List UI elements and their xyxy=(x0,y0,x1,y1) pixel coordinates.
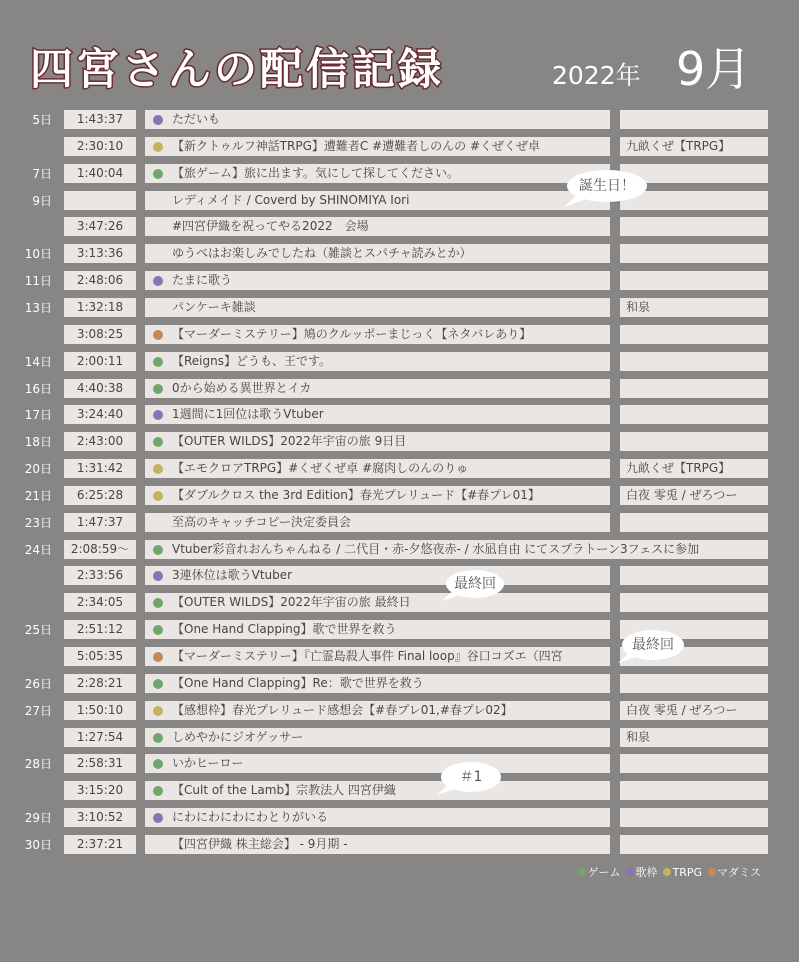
legend-label: ゲーム xyxy=(587,866,621,879)
stream-title: 3連休位は歌うVtuber xyxy=(172,568,293,583)
collab-cell xyxy=(620,513,768,532)
duration-cell: 1:47:37 xyxy=(64,513,136,532)
legend-item xyxy=(578,864,620,880)
category-dot-icon xyxy=(153,115,163,125)
stream-title: #四宮伊織を祝ってやる2022 会場 xyxy=(172,219,369,234)
bubble-final-1 xyxy=(446,570,504,598)
category-dot-icon xyxy=(153,598,163,608)
day-label: 29日 xyxy=(24,811,52,826)
duration-cell: 3:24:40 xyxy=(64,405,136,424)
bubble-birthday-text: 誕生日！ xyxy=(579,178,635,194)
title-cell xyxy=(145,513,610,532)
table-row xyxy=(0,593,799,612)
collab-cell xyxy=(620,781,768,800)
collab-cell xyxy=(620,593,768,612)
title-cell xyxy=(145,593,610,612)
collab-cell xyxy=(620,674,768,693)
bubble-first xyxy=(441,762,501,792)
duration-cell: 2:08:59〜 xyxy=(64,540,136,559)
duration-cell: 1:31:42 xyxy=(64,459,136,478)
stream-title: 【エモクロアTRPG】#くぜくぜ卓 #腐肉しのんのりゅ xyxy=(172,461,469,476)
table-row xyxy=(0,754,799,773)
duration-cell: 3:15:20 xyxy=(64,781,136,800)
day-label: 21日 xyxy=(24,488,52,503)
collab-cell: 和泉 xyxy=(620,298,768,317)
table-row xyxy=(0,432,799,451)
collab-cell xyxy=(620,325,768,344)
duration-cell: 2:58:31 xyxy=(64,754,136,773)
title-cell xyxy=(145,620,610,639)
title-cell xyxy=(145,674,610,693)
stream-title: 【感想枠】春光プレリュード感想会【#春プレ01,#春プレ02】 xyxy=(172,702,513,717)
category-dot-icon xyxy=(153,169,163,179)
table-row xyxy=(0,701,799,720)
stream-title: 【Reigns】どうも、王です。 xyxy=(172,353,332,368)
stream-title: Vtuber彩音れおんちゃんねる / 二代目・赤-夕悠夜赤- / 水凪自由 にてスプラトーン3フェスに参加 xyxy=(172,541,700,556)
table-row xyxy=(0,808,799,827)
table-row xyxy=(0,217,799,236)
table-row xyxy=(0,835,799,854)
category-dot-icon xyxy=(153,276,163,286)
collab-cell xyxy=(620,754,768,773)
bubble-final-1-text: 最終回 xyxy=(454,576,496,592)
table-row xyxy=(0,540,799,559)
category-dot-icon xyxy=(153,384,163,394)
table-row xyxy=(0,513,799,532)
day-label: 30日 xyxy=(24,837,52,852)
bubble-birthday xyxy=(567,170,647,202)
stream-title: 【One Hand Clapping】歌で世界を救う xyxy=(172,622,397,637)
stream-title: 【One Hand Clapping】Re：歌で世界を救う xyxy=(172,675,424,690)
duration-cell: 3:08:25 xyxy=(64,325,136,344)
category-dot-icon xyxy=(153,142,163,152)
collab-cell xyxy=(620,217,768,236)
table-row xyxy=(0,674,799,693)
table-row xyxy=(0,244,799,263)
collab-cell: 白夜 零兎 / ぜろつー xyxy=(620,701,768,720)
duration-cell xyxy=(64,191,136,210)
duration-cell: 2:37:21 xyxy=(64,835,136,854)
stream-title: たまに歌う xyxy=(172,273,233,288)
day-label: 16日 xyxy=(24,381,52,396)
bubble-first-text: ＃1 xyxy=(459,769,483,785)
category-dot-icon xyxy=(153,706,163,716)
stream-title: 【旅ゲーム】旅に出ます。気にして探してください。 xyxy=(172,165,460,180)
duration-cell: 6:25:28 xyxy=(64,486,136,505)
category-dot-icon xyxy=(153,733,163,743)
category-dot-icon xyxy=(153,625,163,635)
stream-title: ゆうべはお楽しみでしたね（雑談とスパチャ読みとか） xyxy=(172,246,472,261)
category-dot-icon xyxy=(153,813,163,823)
table-row xyxy=(0,137,799,156)
duration-cell: 1:43:37 xyxy=(64,110,136,129)
bubble-final-2 xyxy=(622,630,684,660)
day-label: 13日 xyxy=(24,300,52,315)
duration-cell: 2:33:56 xyxy=(64,566,136,585)
title-cell xyxy=(145,298,610,317)
stream-title: レディメイド / Coverd by SHINOMIYA Iori xyxy=(172,192,410,207)
stream-title: 至高のキャッチコピー決定委員会 xyxy=(172,514,352,529)
collab-cell: 九畝くぜ【TRPG】 xyxy=(620,459,768,478)
collab-cell xyxy=(620,835,768,854)
collab-cell: 九畝くぜ【TRPG】 xyxy=(620,137,768,156)
duration-cell: 2:43:00 xyxy=(64,432,136,451)
day-label: 27日 xyxy=(24,703,52,718)
page-title: 四宮さんの配信記録 xyxy=(30,45,444,95)
category-dot-icon xyxy=(153,491,163,501)
title-cell xyxy=(145,701,610,720)
day-label: 25日 xyxy=(24,623,52,638)
legend-dot-icon xyxy=(663,868,671,876)
title-cell xyxy=(145,808,610,827)
table-row xyxy=(0,325,799,344)
legend-dot-icon xyxy=(708,868,716,876)
collab-cell xyxy=(620,432,768,451)
day-label: 26日 xyxy=(24,676,52,691)
legend-label: マダミス xyxy=(717,866,761,879)
title-cell xyxy=(145,217,610,236)
legend-dot-icon xyxy=(578,868,586,876)
collab-cell xyxy=(620,271,768,290)
stream-title: いかヒーロー xyxy=(172,756,244,771)
category-dot-icon xyxy=(153,330,163,340)
category-dot-icon xyxy=(153,464,163,474)
year-label: 2022年 xyxy=(552,61,641,90)
duration-cell: 2:30:10 xyxy=(64,137,136,156)
day-label: 17日 xyxy=(24,408,52,423)
collab-cell xyxy=(620,566,768,585)
table-row xyxy=(0,781,799,800)
collab-cell xyxy=(620,110,768,129)
stream-title: 【OUTER WILDS】2022年宇宙の旅 最終日 xyxy=(172,595,411,610)
day-label: 11日 xyxy=(24,274,52,289)
duration-cell: 3:47:26 xyxy=(64,217,136,236)
day-label: 14日 xyxy=(24,354,52,369)
stream-title: しめやかにジオゲッサー xyxy=(172,729,304,744)
title-cell xyxy=(145,781,610,800)
legend xyxy=(572,864,761,880)
title-cell xyxy=(145,405,610,424)
title-cell xyxy=(145,540,768,559)
day-label: 20日 xyxy=(24,462,52,477)
title-cell xyxy=(145,137,610,156)
title-cell xyxy=(145,191,610,210)
table-row xyxy=(0,164,799,183)
stream-title: 【マーダーミステリー】『亡霊島殺人事件 Final loop』谷口コズエ（四宮 xyxy=(172,649,563,663)
stream-title: 【マーダーミステリー】鳩のクルッポーまじっく【ネタバレあり】 xyxy=(172,326,532,341)
day-label: 9日 xyxy=(32,193,52,208)
day-label: 18日 xyxy=(24,435,52,450)
day-label: 10日 xyxy=(24,247,52,262)
legend-label: 歌枠 xyxy=(635,866,658,879)
collab-cell xyxy=(620,352,768,371)
duration-cell: 1:27:54 xyxy=(64,728,136,747)
month-label: 9月 xyxy=(676,42,752,96)
title-cell xyxy=(145,325,610,344)
duration-cell: 4:40:38 xyxy=(64,379,136,398)
title-cell xyxy=(145,835,610,854)
day-label: 24日 xyxy=(24,542,52,557)
title-cell xyxy=(145,352,610,371)
duration-cell: 2:00:11 xyxy=(64,352,136,371)
duration-cell: 1:32:18 xyxy=(64,298,136,317)
stream-title: 【四宮伊織 株主総会】 - 9月期 - xyxy=(172,836,348,851)
category-dot-icon xyxy=(153,652,163,662)
collab-cell xyxy=(620,244,768,263)
stream-title: ただいも xyxy=(172,112,221,126)
duration-cell: 3:13:36 xyxy=(64,244,136,263)
duration-cell: 5:05:35 xyxy=(64,647,136,666)
day-label: 5日 xyxy=(32,113,52,127)
category-dot-icon xyxy=(153,571,163,581)
category-dot-icon xyxy=(153,545,163,555)
table-row xyxy=(0,405,799,424)
collab-cell xyxy=(620,808,768,827)
collab-cell xyxy=(620,379,768,398)
duration-cell: 2:48:06 xyxy=(64,271,136,290)
title-cell xyxy=(145,110,610,129)
title-cell xyxy=(145,728,610,747)
duration-cell: 3:10:52 xyxy=(64,808,136,827)
duration-cell: 2:51:12 xyxy=(64,620,136,639)
day-label: 28日 xyxy=(24,757,52,772)
stream-title: 【ダブルクロス the 3rd Edition】春光プレリュード【#春プレ01】 xyxy=(172,487,540,502)
stream-title: 0から始める異世界とイカ xyxy=(172,380,312,395)
duration-cell: 2:34:05 xyxy=(64,593,136,612)
title-cell xyxy=(145,754,610,773)
duration-cell: 1:50:10 xyxy=(64,701,136,720)
table-row xyxy=(0,271,799,290)
title-cell xyxy=(145,244,610,263)
category-dot-icon xyxy=(153,786,163,796)
legend-dot-icon xyxy=(626,868,634,876)
day-label: 7日 xyxy=(32,166,52,181)
day-label: 23日 xyxy=(24,515,52,530)
title-cell xyxy=(145,432,610,451)
category-dot-icon xyxy=(153,357,163,367)
table-row xyxy=(0,459,799,478)
stream-title: にわにわにわにわとりがいる xyxy=(172,810,329,825)
legend-label: TRPG xyxy=(672,866,702,879)
stream-title: パンケーキ雑談 xyxy=(172,299,256,314)
title-cell xyxy=(145,459,610,478)
category-dot-icon xyxy=(153,410,163,420)
table-row xyxy=(0,486,799,505)
duration-cell: 2:28:21 xyxy=(64,674,136,693)
collab-cell: 和泉 xyxy=(620,728,768,747)
stream-title: 1週間に1回位は歌うVtuber xyxy=(172,407,324,422)
stream-title: 【OUTER WILDS】2022年宇宙の旅 9日目 xyxy=(172,434,407,449)
legend-item xyxy=(663,866,702,879)
bubble-tail-icon xyxy=(437,782,455,796)
duration-cell: 1:40:04 xyxy=(64,164,136,183)
title-cell xyxy=(145,379,610,398)
legend-item xyxy=(708,864,761,880)
bubble-tail-icon xyxy=(564,192,584,208)
title-cell xyxy=(145,647,610,666)
stream-title: 【新クトゥルフ神話TRPG】遭難者C #遭難者しのんの #くぜくぜ卓 xyxy=(172,138,541,153)
title-cell xyxy=(145,164,610,183)
stream-title: 【Cult of the Lamb】宗教法人 四宮伊織 xyxy=(172,783,396,798)
table-row xyxy=(0,298,799,317)
category-dot-icon xyxy=(153,437,163,447)
legend-item xyxy=(626,864,657,880)
title-cell xyxy=(145,486,610,505)
table-row xyxy=(0,352,799,371)
category-dot-icon xyxy=(153,679,163,689)
collab-cell: 白夜 零兎 / ぜろつー xyxy=(620,486,768,505)
table-row xyxy=(0,191,799,210)
table-row xyxy=(0,728,799,747)
category-dot-icon xyxy=(153,759,163,769)
table-row xyxy=(0,110,799,129)
title-cell xyxy=(145,566,610,585)
bubble-final-2-text: 最終回 xyxy=(632,637,674,653)
title-cell xyxy=(145,271,610,290)
table-row xyxy=(0,566,799,585)
table-row xyxy=(0,379,799,398)
collab-cell xyxy=(620,405,768,424)
